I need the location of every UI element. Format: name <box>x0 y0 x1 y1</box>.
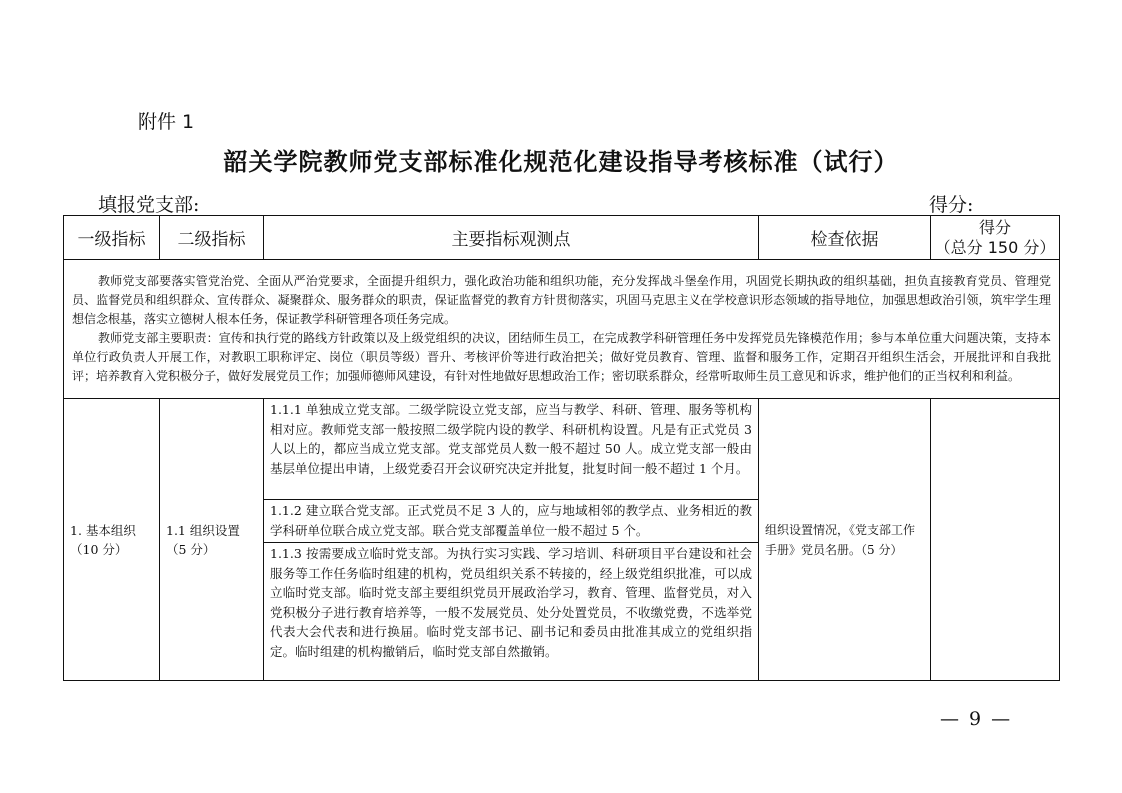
intro-paragraph-1: 教师党支部要落实管党治党、全面从严治党要求，全面提升组织力，强化政治功能和组织功能，充分发挥战斗堡垒作用，巩固党长期执政的组织基础，担负直接教育党员、管理党员、监督党员和组织群众、宣传群众、凝聚群众、服务群众的职责，保证监督党的教育方针贯彻落实，巩固马克思主义在学校意识形态领域的指导地位，加强思想政治引领，筑牢学生理想信念根基，落实立德树人根本任务，保证教学科研管理各项任务完成。 <box>72 274 1051 326</box>
table-row <box>64 399 1060 500</box>
column-header-basis: 检查依据 <box>759 216 931 260</box>
level1-score: （10 分） <box>70 541 128 557</box>
column-header-observation: 主要指标观测点 <box>264 216 759 260</box>
level1-cell <box>64 399 160 681</box>
intro-row <box>64 260 1060 399</box>
observation-item-1: 1.1.1 单独成立党支部。二级学院设立党支部，应当与教学、科研、管理、服务等机构相对应。教师党支部一般按照二级学院内设的教学、科研机构设置。凡是有正式党员 3 人以上的，都应当成立党支部。党支部党员人数一般不超过 50 人。成立党支部一般由基层单位提出申请，上级党委召开会议研究决定并批复，批复时间一般不超过 1 个月。 <box>264 399 759 500</box>
assessment-table <box>63 215 1060 681</box>
table-header-row <box>64 216 1060 260</box>
score-header-line2: （总分 150 分） <box>934 237 1056 257</box>
column-header-level1: 一级指标 <box>64 216 160 260</box>
intro-paragraph-2: 教师党支部主要职责：宣传和执行党的路线方针政策以及上级党组织的决议，团结师生员工，在完成教学科研管理任务中发挥党员先锋模范作用；参与本单位重大问题决策，支持本单位行政负责人开展工作，对教职工职称评定、岗位（职员等级）晋升、考核评价等进行政治把关；做好党员教育、管理、监督和服务工作，定期召开组织生活会，开展批评和自我批评；培养教育入党积极分子，做好发展党员工作；加强师德师风建设，有针对性地做好思想政治工作；密切联系群众，经常听取师生员工意见和诉求，维护他们的正当权利和利益。 <box>72 331 1051 383</box>
level2-name: 1.1 组织设置 <box>166 522 240 538</box>
score-header-line1: 得分 <box>978 217 1011 237</box>
column-header-level2: 二级指标 <box>160 216 264 260</box>
level2-cell <box>160 399 264 681</box>
intro-cell <box>64 260 1060 399</box>
column-header-score <box>931 216 1060 260</box>
observation-item-3: 1.1.3 按需要成立临时党支部。为执行实习实践、学习培训、科研项目平台建设和社会服务等工作任务临时组建的机构，党员组织关系不转接的，经上级党组织批准，可以成立临时党支部。临时党支部主要组织党员开展政治学习，教育、管理、监督党员，对入党积极分子进行教育培养等，一般不发展党员、处分处置党员，不收缴党费，不选举党代表大会代表和进行换届。临时党支部书记、副书记和委员由批准其成立的党组织指定。临时组建的机构撤销后，临时党支部自然撤销。 <box>264 543 759 681</box>
level2-score: （5 分） <box>166 541 216 557</box>
fill-branch-label: 填报党支部: <box>98 194 200 216</box>
page-number: — 9 — <box>940 708 1013 730</box>
document-title: 韶关学院教师党支部标准化规范化建设指导考核标准（试行） <box>223 147 899 176</box>
level1-name: 1. 基本组织 <box>70 522 136 538</box>
attachment-label: 附件 1 <box>138 111 195 133</box>
score-cell <box>931 399 1060 681</box>
basis-cell: 组织设置情况，《党支部工作手册》党员名册。（5 分） <box>759 399 931 681</box>
observation-item-2: 1.1.2 建立联合党支部。正式党员不足 3 人的，应与地域相邻的教学点、业务相近的教学科研单位联合成立党支部。联合党支部覆盖单位一般不超过 5 个。 <box>264 500 759 543</box>
score-label: 得分: <box>929 194 974 216</box>
